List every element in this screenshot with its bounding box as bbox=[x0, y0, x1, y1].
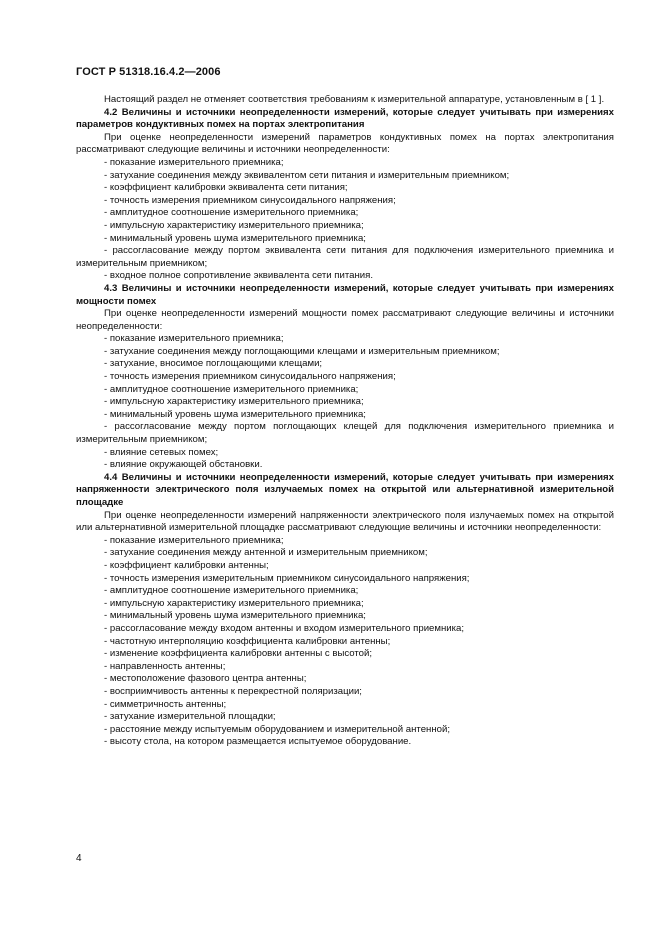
section-4-3-lead: При оценке неопределенности измерений мощности помех рассматривают следующие величины и источники неопределенности: bbox=[76, 308, 614, 332]
section-4-2-lead: При оценке неопределенности измерений параметров кондуктивных помех на портах электропитания рассматривают следующие величины и источники неопределенности: bbox=[76, 131, 614, 156]
list-item: - амплитудное соотношение измерительного приемника; bbox=[104, 207, 359, 219]
list-item: - импульсную характеристику измерительного приемника; bbox=[104, 597, 364, 609]
list-item: - импульсную характеристику измерительного приемника; bbox=[104, 219, 364, 231]
list-item: - амплитудное соотношение измерительного приемника; bbox=[104, 383, 359, 395]
section-4-4-lead: При оценке неопределенности измерений напряженности электрического поля излучаемых помех на открытой или альтернативной измерительной площадке рассматривают следующие величины и источники неопределенности: bbox=[76, 509, 614, 534]
list-item: - частотную интерполяцию коэффициента калибровки антенны; bbox=[104, 635, 391, 647]
list-item: - высоту стола, на котором размещается испытуемое оборудование. bbox=[104, 736, 412, 748]
list-item: - рассогласование между портом эквивалента сети питания для подключения измерительного приемника и измерительным приемником; bbox=[76, 245, 614, 269]
document-header: ГОСТ Р 51318.16.4.2—2006 bbox=[76, 66, 221, 78]
list-item: - минимальный уровень шума измерительного приемника; bbox=[104, 232, 366, 244]
list-item: - импульсную характеристику измерительного приемника; bbox=[104, 396, 364, 408]
page-number: 4 bbox=[76, 853, 82, 864]
list-item: - точность измерения приемником синусоидального напряжения; bbox=[104, 194, 396, 206]
section-4-3-heading: 4.3 Величины и источники неопределенности измерений, которые следует учитывать при измерениях мощности помех bbox=[76, 282, 614, 307]
list-item: - минимальный уровень шума измерительного приемника; bbox=[104, 610, 366, 622]
list-item: - показание измерительного приемника; bbox=[104, 156, 284, 168]
list-item: - расстояние между испытуемым оборудованием и измерительной антенной; bbox=[104, 723, 450, 735]
list-item: - влияние окружающей обстановки. bbox=[104, 459, 263, 471]
list-item: - рассогласование между портом поглощающих клещей для подключения измерительного приемника и измерительным приемником; bbox=[76, 421, 614, 446]
list-item: - симметричность антенны; bbox=[104, 698, 227, 710]
list-item: - влияние сетевых помех; bbox=[104, 446, 219, 458]
list-item: - точность измерения приемником синусоидального напряжения; bbox=[104, 371, 396, 383]
list-item: - показание измерительного приемника; bbox=[104, 534, 284, 546]
list-item: - местоположение фазового центра антенны; bbox=[104, 673, 307, 685]
section-4-2-heading: 4.2 Величины и источники неопределенности измерений, которые следует учитывать при измерениях параметров кондуктивных помех на портах электропитания bbox=[76, 106, 614, 131]
list-item: - минимальный уровень шума измерительного приемника; bbox=[104, 408, 366, 420]
list-item: - входное полное сопротивление эквивалента сети питания. bbox=[104, 270, 373, 282]
list-item: - затухание, вносимое поглощающими клещами; bbox=[104, 358, 323, 370]
section-4-4-heading: 4.4 Величины и источники неопределенности измерений, которые следует учитывать при измерениях напряженности электрического поля излучаемых помех на открытой или альтернативной измерительной площадке bbox=[76, 471, 614, 508]
list-item: - коэффициент калибровки антенны; bbox=[104, 559, 269, 571]
document-body bbox=[76, 94, 614, 749]
list-item: - рассогласование между входом антенны и входом измерительного приемника; bbox=[104, 622, 465, 634]
list-item: - затухание соединения между поглощающими клещами и измерительным приемником; bbox=[104, 345, 500, 357]
intro-paragraph: Настоящий раздел не отменяет соответствия требованиям к измерительной аппаратуре, установленным в [ 1 ]. bbox=[104, 94, 605, 105]
list-item: - восприимчивость антенны к перекрестной поляризации; bbox=[104, 685, 362, 697]
list-item: - амплитудное соотношение измерительного приемника; bbox=[104, 585, 359, 597]
list-item: - точность измерения измерительным приемником синусоидального напряжения; bbox=[104, 572, 470, 584]
list-item: - затухание соединения между антенной и измерительным приемником; bbox=[104, 547, 428, 559]
list-item: - затухание соединения между эквивалентом сети питания и измерительным приемником; bbox=[104, 169, 510, 181]
list-item: - изменение коэффициента калибровки антенны с высотой; bbox=[104, 648, 373, 660]
list-item: - коэффициент калибровки эквивалента сети питания; bbox=[104, 182, 348, 194]
list-item: - показание измерительного приемника; bbox=[104, 333, 284, 345]
list-item: - затухание измерительной площадки; bbox=[104, 711, 276, 723]
list-item: - направленность антенны; bbox=[104, 660, 226, 672]
